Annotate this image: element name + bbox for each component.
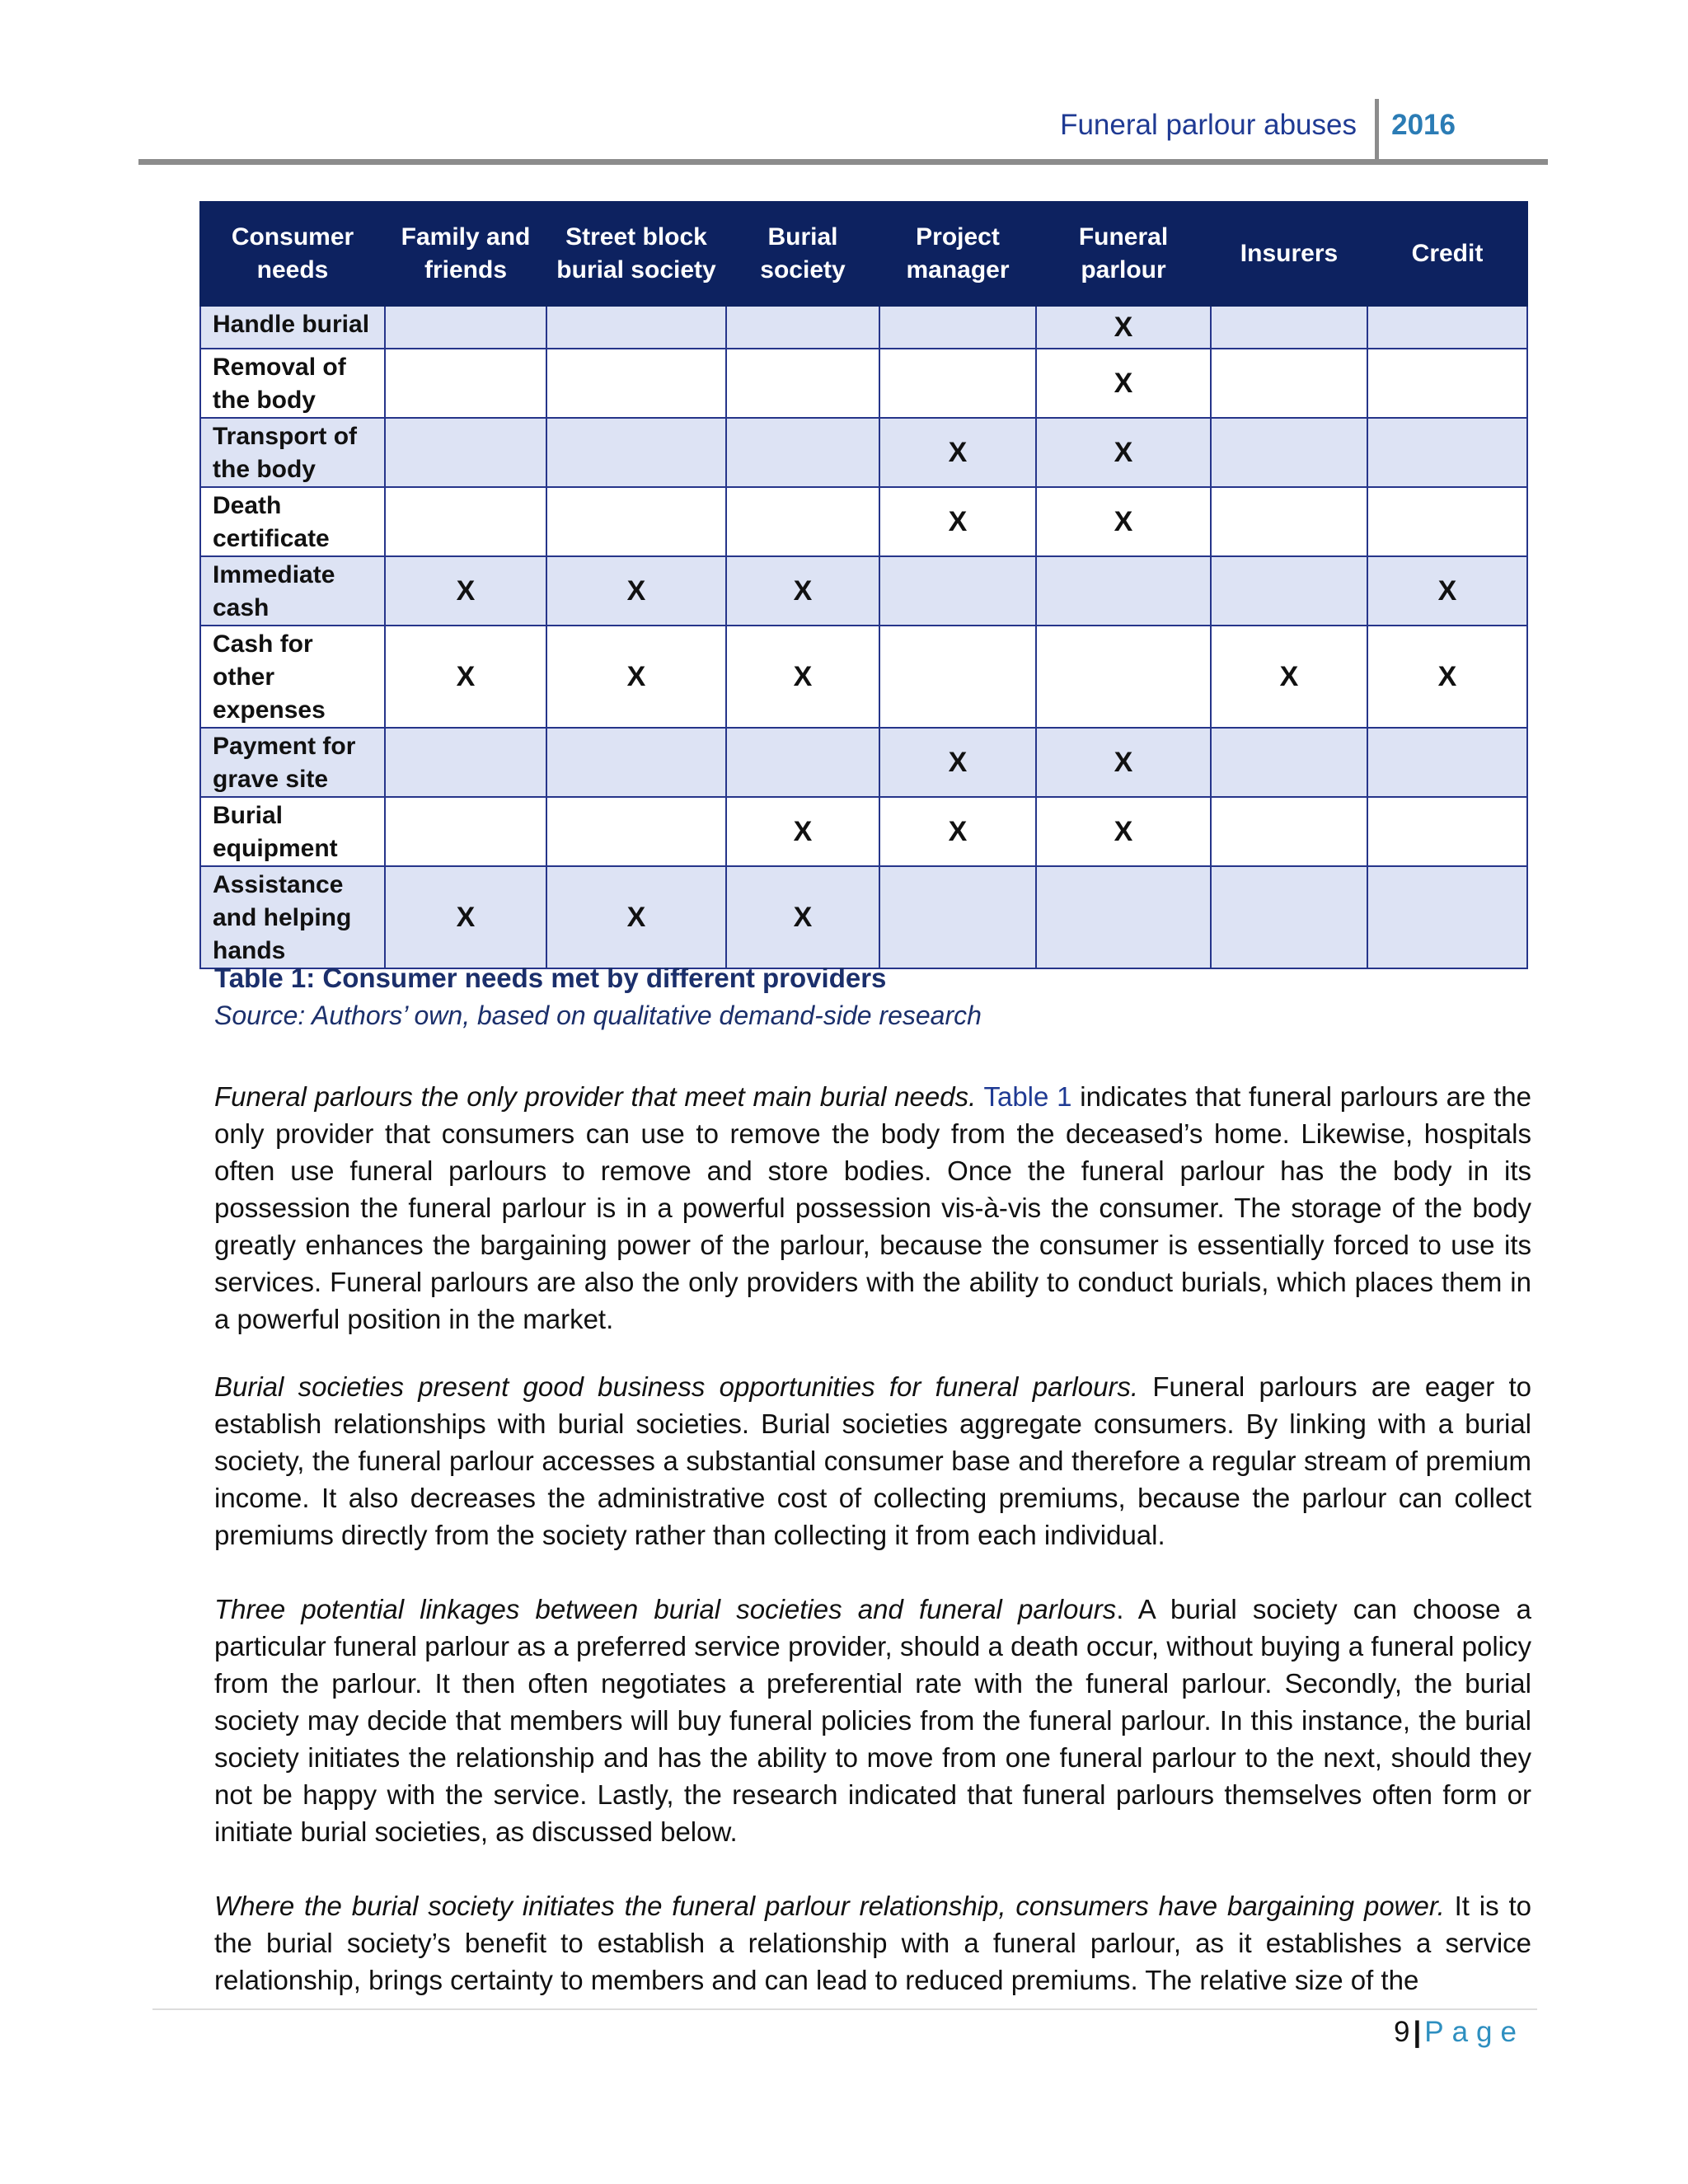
- column-header: Funeral parlour: [1036, 202, 1211, 306]
- table-cell: [1211, 728, 1367, 797]
- header-title: Funeral parlour abuses: [1060, 109, 1357, 141]
- table-cell: X: [546, 866, 726, 968]
- table-cell: [726, 306, 879, 349]
- consumer-needs-table: [199, 201, 1528, 969]
- table-cell: [546, 797, 726, 866]
- table-row: [200, 626, 1527, 728]
- table-cell: X: [726, 797, 879, 866]
- row-label: Assistance and helping hands: [200, 866, 385, 968]
- table-cell: X: [1036, 728, 1211, 797]
- header-rule: [138, 159, 1548, 165]
- table-cell: [1211, 866, 1367, 968]
- table-cell: [879, 306, 1036, 349]
- table-row: [200, 349, 1527, 418]
- paragraph-funeral-parlours-only-provider: [214, 1078, 1531, 1338]
- column-header: Burial society: [726, 202, 879, 306]
- table-cell: [1036, 626, 1211, 728]
- paragraph-bargaining-power: [214, 1887, 1531, 1999]
- table-cell: X: [1367, 626, 1527, 728]
- table-cell: X: [385, 866, 546, 968]
- table-header-row: [200, 202, 1527, 306]
- row-label: Death certificate: [200, 487, 385, 556]
- table-cell: [1211, 487, 1367, 556]
- page-footer: [1394, 2016, 1525, 2049]
- table-row: [200, 418, 1527, 487]
- table-cell: X: [1036, 306, 1211, 349]
- table-cell: X: [1367, 556, 1527, 626]
- table-cell: X: [726, 556, 879, 626]
- table-cell: X: [546, 556, 726, 626]
- table-1-link[interactable]: Table 1: [983, 1081, 1072, 1112]
- column-header: Credit: [1367, 202, 1527, 306]
- table-cell: [726, 349, 879, 418]
- header-divider: [1375, 99, 1379, 162]
- table-cell: X: [1036, 487, 1211, 556]
- page-word: Page: [1424, 2016, 1525, 2048]
- table-cell: X: [726, 866, 879, 968]
- table-cell: X: [726, 626, 879, 728]
- table-cell: [726, 487, 879, 556]
- page-header: [138, 99, 1548, 163]
- table-cell: [385, 797, 546, 866]
- table-cell: X: [1036, 349, 1211, 418]
- table-cell: [1367, 306, 1527, 349]
- row-label: Burial equipment: [200, 797, 385, 866]
- column-header: Project manager: [879, 202, 1036, 306]
- table-cell: X: [1211, 626, 1367, 728]
- table-cell: [1211, 349, 1367, 418]
- table-cell: [546, 349, 726, 418]
- table-cell: X: [879, 418, 1036, 487]
- paragraph-text: It is to the burial society’s benefit to establish a relationship with a funeral parlour, as it establishes a service relationship, brings certainty to members and can lead to reduced premiums. The relative size of the: [214, 1891, 1532, 1995]
- table-cell: [546, 418, 726, 487]
- table-cell: [1367, 866, 1527, 968]
- table-cell: [1211, 797, 1367, 866]
- table-cell: [879, 626, 1036, 728]
- paragraph-text: Funeral parlours are eager to establish relationships with burial societies. Burial societies aggregate consumers. By linking with a burial society, the funeral parlour accesses a substantial consumer base and therefore a regular stream of premium income. It also decreases the administrative cost of collecting premiums, because the parlour can collect premiums directly from the society rather than collecting it from each individual.: [214, 1371, 1531, 1550]
- table-cell: [385, 487, 546, 556]
- table-cell: [546, 728, 726, 797]
- footer-rule: [152, 2008, 1537, 2010]
- table-cell: [1367, 349, 1527, 418]
- row-label: Removal of the body: [200, 349, 385, 418]
- table-cell: [1367, 728, 1527, 797]
- column-header: Insurers: [1211, 202, 1367, 306]
- table-cell: X: [879, 728, 1036, 797]
- table-row: [200, 866, 1527, 968]
- table-cell: [1367, 418, 1527, 487]
- table-cell: [726, 418, 879, 487]
- table-cell: [879, 556, 1036, 626]
- paragraph-lead: Burial societies present good business opportunities for funeral parlours.: [214, 1371, 1139, 1402]
- table-cell: X: [385, 626, 546, 728]
- paragraph-lead: Three potential linkages between burial societies and funeral parlours: [214, 1594, 1117, 1624]
- table-cell: [385, 418, 546, 487]
- table-row: [200, 306, 1527, 349]
- table-source: Source: Authors’ own, based on qualitative demand-side research: [214, 1001, 982, 1030]
- paragraph-lead: Funeral parlours the only provider that meet main burial needs.: [214, 1081, 977, 1112]
- table-cell: [1036, 866, 1211, 968]
- table-cell: [1367, 487, 1527, 556]
- table-cell: [726, 728, 879, 797]
- table-cell: [1036, 556, 1211, 626]
- table-cell: X: [879, 487, 1036, 556]
- column-header: Street block burial society: [546, 202, 726, 306]
- table-cell: X: [385, 556, 546, 626]
- table-cell: [1211, 418, 1367, 487]
- table-cell: [1211, 556, 1367, 626]
- table-cell: X: [546, 626, 726, 728]
- table-row: [200, 487, 1527, 556]
- paragraph-burial-societies-opportunities: [214, 1368, 1531, 1554]
- row-label: Transport of the body: [200, 418, 385, 487]
- table-cell: [879, 866, 1036, 968]
- table-row: [200, 797, 1527, 866]
- row-label: Cash for other expenses: [200, 626, 385, 728]
- row-label: Payment for grave site: [200, 728, 385, 797]
- table-caption: Table 1: Consumer needs met by different providers: [214, 963, 887, 993]
- footer-separator: |: [1413, 2016, 1422, 2048]
- paragraph-three-potential-linkages: [214, 1591, 1531, 1850]
- paragraph-text: indicates that funeral parlours are the only provider that consumers can use to remove the body from the deceased’s home. Likewise, hospitals often use funeral parlours to remove and store bodies. Once the funeral parlour has the body in its possession the funeral parlour is in a powerful possession vis-à-vis the consumer. The storage of the body greatly enhances the bargaining power of the parlour, because the consumer is essentially forced to use its services. Funeral parlours are also the only providers with the ability to conduct burials, which places them in a powerful position in the market.: [214, 1081, 1532, 1334]
- column-header: Consumer needs: [200, 202, 385, 306]
- table-row: [200, 728, 1527, 797]
- table-cell: [385, 728, 546, 797]
- table-cell: [879, 349, 1036, 418]
- paragraph-lead: Where the burial society initiates the funeral parlour relationship, consumers have bargaining power.: [214, 1891, 1445, 1921]
- table-cell: [385, 306, 546, 349]
- table-cell: [546, 306, 726, 349]
- table-cell: [385, 349, 546, 418]
- table-cell: [546, 487, 726, 556]
- paragraph-text: . A burial society can choose a particular funeral parlour as a preferred service provider, should a death occur, without buying a funeral policy from the parlour. It then often negotiates a preferential rate with the funeral parlour. Secondly, the burial society may decide that members will buy funeral policies from the funeral parlour. In this instance, the burial society initiates the relationship and has the ability to move from one funeral parlour to the next, should they not be happy with the service. Lastly, the research indicated that funeral parlours themselves often form or initiate burial societies, as discussed below.: [214, 1594, 1532, 1847]
- table-cell: X: [1036, 418, 1211, 487]
- row-label: Immediate cash: [200, 556, 385, 626]
- table-cell: X: [879, 797, 1036, 866]
- table-row: [200, 556, 1527, 626]
- row-label: Handle burial: [200, 306, 385, 349]
- table-cell: X: [1036, 797, 1211, 866]
- header-year: 2016: [1391, 109, 1456, 141]
- table-cell: [1367, 797, 1527, 866]
- page-number: 9: [1393, 2016, 1410, 2048]
- table-cell: [1211, 306, 1367, 349]
- column-header: Family and friends: [385, 202, 546, 306]
